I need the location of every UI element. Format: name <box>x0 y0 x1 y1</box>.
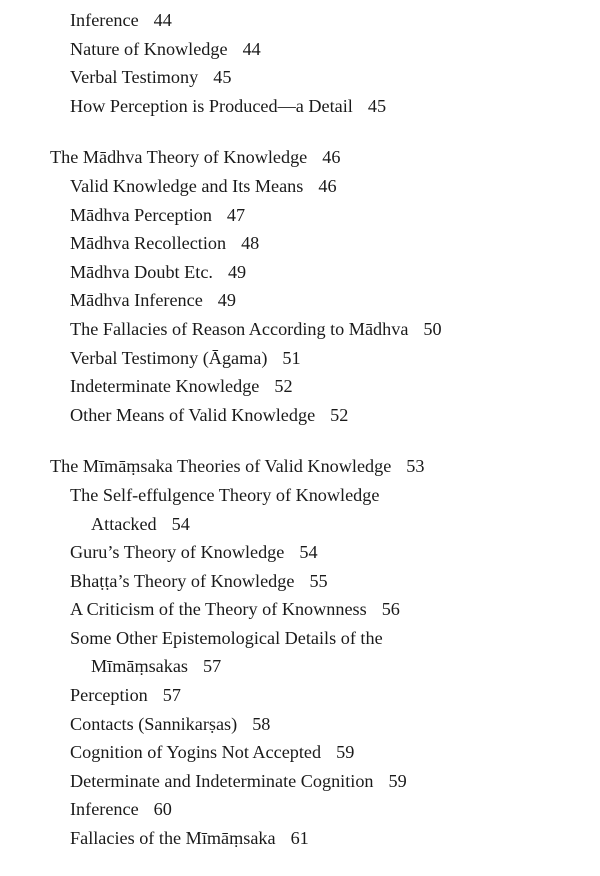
toc-entry <box>0 6 600 35</box>
page-number: 57 <box>162 685 181 706</box>
toc-entry-continuation <box>0 510 600 539</box>
entry-title: The Fallacies of Reason According to Mādhva <box>70 318 409 339</box>
toc-section <box>0 452 600 852</box>
page-number: 44 <box>153 10 172 30</box>
entry-title: Mīmāṃsakas <box>91 656 188 677</box>
toc-entry-continuation <box>0 652 600 681</box>
toc-entry <box>0 63 600 92</box>
entry-title: Contacts (Sannikarṣas) <box>70 713 238 734</box>
entry-title: Bhaṭṭa’s Theory of Knowledge <box>70 570 295 591</box>
page-number: 53 <box>406 456 425 477</box>
entry-title: Some Other Epistemological Details of the <box>70 627 383 648</box>
toc-section <box>0 6 600 120</box>
page-number: 54 <box>171 513 190 534</box>
entry-title: Mādhva Recollection <box>70 233 227 254</box>
toc-entry <box>0 258 600 287</box>
toc-section <box>0 143 600 429</box>
page-number: 56 <box>381 599 400 620</box>
entry-title: Nature of Knowledge <box>70 38 228 59</box>
entry-title: Guru’s Theory of Knowledge <box>70 542 285 563</box>
toc-entry <box>0 738 600 767</box>
entry-title: Perception <box>70 685 148 706</box>
page-number: 46 <box>318 175 337 196</box>
toc-entry <box>0 767 600 796</box>
page-number: 45 <box>367 95 387 116</box>
toc-entry <box>0 681 600 710</box>
toc-entry <box>0 538 600 567</box>
page-number: 48 <box>241 233 260 254</box>
page-number: 50 <box>423 318 442 339</box>
toc-chapter-heading <box>0 452 600 481</box>
page-number: 47 <box>226 204 246 225</box>
entry-title: The Mādhva Theory of Knowledge <box>50 147 308 168</box>
toc-entry <box>0 315 600 344</box>
entry-title: Determinate and Indeterminate Cognition <box>70 770 374 791</box>
toc-chapter-heading <box>0 143 600 172</box>
page-number: 52 <box>274 376 293 397</box>
toc-entry <box>0 201 600 230</box>
page-number: 46 <box>322 147 341 168</box>
page-number: 57 <box>203 656 222 677</box>
entry-title: Inference <box>70 10 139 30</box>
entry-title: Verbal Testimony (Āgama) <box>70 347 268 368</box>
toc-entry <box>0 624 600 653</box>
toc-entry <box>0 481 600 510</box>
toc-entry <box>0 401 600 430</box>
toc-entry <box>0 795 600 824</box>
entry-title: Verbal Testimony <box>70 67 199 88</box>
toc-entry <box>0 710 600 739</box>
page-number: 60 <box>153 799 172 820</box>
page-number: 45 <box>213 67 232 88</box>
page-number: 55 <box>309 570 328 591</box>
toc-entry <box>0 92 600 121</box>
page-number: 49 <box>227 261 247 282</box>
toc-entry <box>0 172 600 201</box>
toc-entry <box>0 344 600 373</box>
toc-entry <box>0 229 600 258</box>
entry-title: Inference <box>70 799 139 820</box>
toc-entry <box>0 595 600 624</box>
page-number: 49 <box>217 290 236 311</box>
page-number: 54 <box>299 542 318 563</box>
entry-title: The Mīmāṃsaka Theories of Valid Knowledge <box>50 456 392 477</box>
entry-title: Mādhva Doubt Etc. <box>70 261 213 282</box>
entry-title: Indeterminate Knowledge <box>70 376 260 397</box>
entry-title: The Self-effulgence Theory of Knowledge <box>70 484 380 505</box>
toc-entry <box>0 35 600 64</box>
table-of-contents <box>0 6 600 876</box>
entry-title: Fallacies of the Mīmāṃsaka <box>70 828 276 849</box>
entry-title: Other Means of Valid Knowledge <box>70 404 316 425</box>
page-number: 59 <box>336 742 355 763</box>
page-number: 52 <box>330 404 349 425</box>
page-number: 44 <box>242 38 261 59</box>
toc-entry <box>0 286 600 315</box>
toc-entry <box>0 372 600 401</box>
entry-title: Attacked <box>91 513 157 534</box>
page-number: 61 <box>290 828 309 849</box>
page-number: 51 <box>282 347 301 368</box>
entry-title: Valid Knowledge and Its Means <box>70 175 304 196</box>
entry-title: A Criticism of the Theory of Knownness <box>70 599 367 620</box>
entry-title: Cognition of Yogins Not Accepted <box>70 742 322 763</box>
toc-entry <box>0 824 600 853</box>
entry-title: How Perception is Produced—a Detail <box>70 95 353 116</box>
page-number: 59 <box>388 770 407 791</box>
page-number: 58 <box>252 713 271 734</box>
entry-title: Mādhva Perception <box>70 204 212 225</box>
toc-entry <box>0 567 600 596</box>
entry-title: Mādhva Inference <box>70 290 203 311</box>
